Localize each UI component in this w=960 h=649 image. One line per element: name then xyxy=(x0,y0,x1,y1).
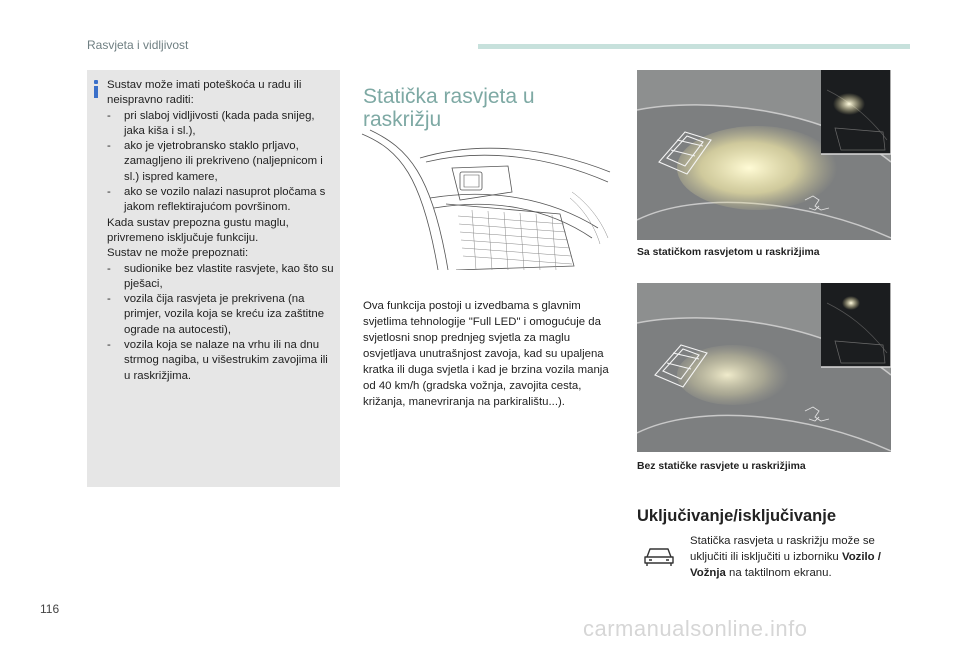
cornering-light-on-illustration xyxy=(637,70,891,240)
figure-caption-without: Bez statičke rasvjete u raskrižjima xyxy=(637,461,806,472)
figure-caption-with: Sa statičkom rasvjetom u raskrižjima xyxy=(637,247,820,258)
info-icon xyxy=(93,80,99,96)
figure-without-cornering-light xyxy=(637,283,891,452)
car-icon xyxy=(643,543,675,567)
running-header-title: Rasvjeta i vidljivost xyxy=(87,38,189,52)
note-intro: Sustav može imati poteškoća u radu ili neispravno raditi: xyxy=(107,79,302,107)
note-cannot-detect-item: - vozila čija rasvjeta je prekrivena (na primjer, vozila koja se kreću iza zaštitne ograde na autocesti), xyxy=(107,293,325,336)
cornering-light-off-illustration xyxy=(637,283,891,452)
page-number: 116 xyxy=(40,602,60,616)
note-condition: - ako je vjetrobransko staklo prljavo, zamagljeno ili prekriveno (naljepnicom i sl.) ispred kamere, xyxy=(107,140,323,183)
activation-title: Uključivanje/isključivanje xyxy=(637,507,837,525)
watermark: carmanualsonline.info xyxy=(583,616,808,641)
fog-lamp-illustration xyxy=(360,128,615,270)
activation-text: Statička rasvjeta u raskrižju može se uključiti ili isključiti u izborniku Vozilo / Vožnja na taktilnom ekranu. xyxy=(690,535,881,579)
note-condition: - ako se vozilo nalazi nasuprot pločama s jakom reflektirajućom površinom. xyxy=(107,186,326,214)
info-note-text xyxy=(107,78,335,384)
note-cannot-detect-item: - sudionike bez vlastite rasvjete, kao što su pješaci, xyxy=(107,262,334,290)
note-cannot-detect-intro: Sustav ne može prepoznati: xyxy=(107,247,249,260)
running-header-bar xyxy=(478,44,910,49)
feature-description: Ova funkcija postoji u izvedbama s glavnim svjetlima tehnologije "Full LED" i omogućuje da svjetlosni snop prednjeg svjetla za maglu osvjetljava unutrašnjost zavoja, kad su upaljena kratka ili duga svjetla i kad je brzina vozila manja od 40 km/h (gradska vožnja, zavojita cesta, križanja, manevriranja na parkiralištu...). xyxy=(363,300,609,408)
note-condition: - pri slaboj vidljivosti (kada pada snijeg, jaka kiša i sl.), xyxy=(107,109,315,137)
note-cannot-detect-item: - vozila koja se nalaze na vrhu ili na dnu strmog nagiba, u višestrukim zavojima ili u raskrižjima. xyxy=(107,339,328,382)
info-note-box xyxy=(87,70,340,487)
figure-with-cornering-light xyxy=(637,70,891,240)
note-fog-text: Kada sustav prepozna gustu maglu, privremeno isključuje funkciju. xyxy=(107,216,289,244)
menu-path: Vozilo / Vožnja xyxy=(690,551,881,579)
section-title: Statička rasvjeta u raskrižju xyxy=(363,85,535,132)
